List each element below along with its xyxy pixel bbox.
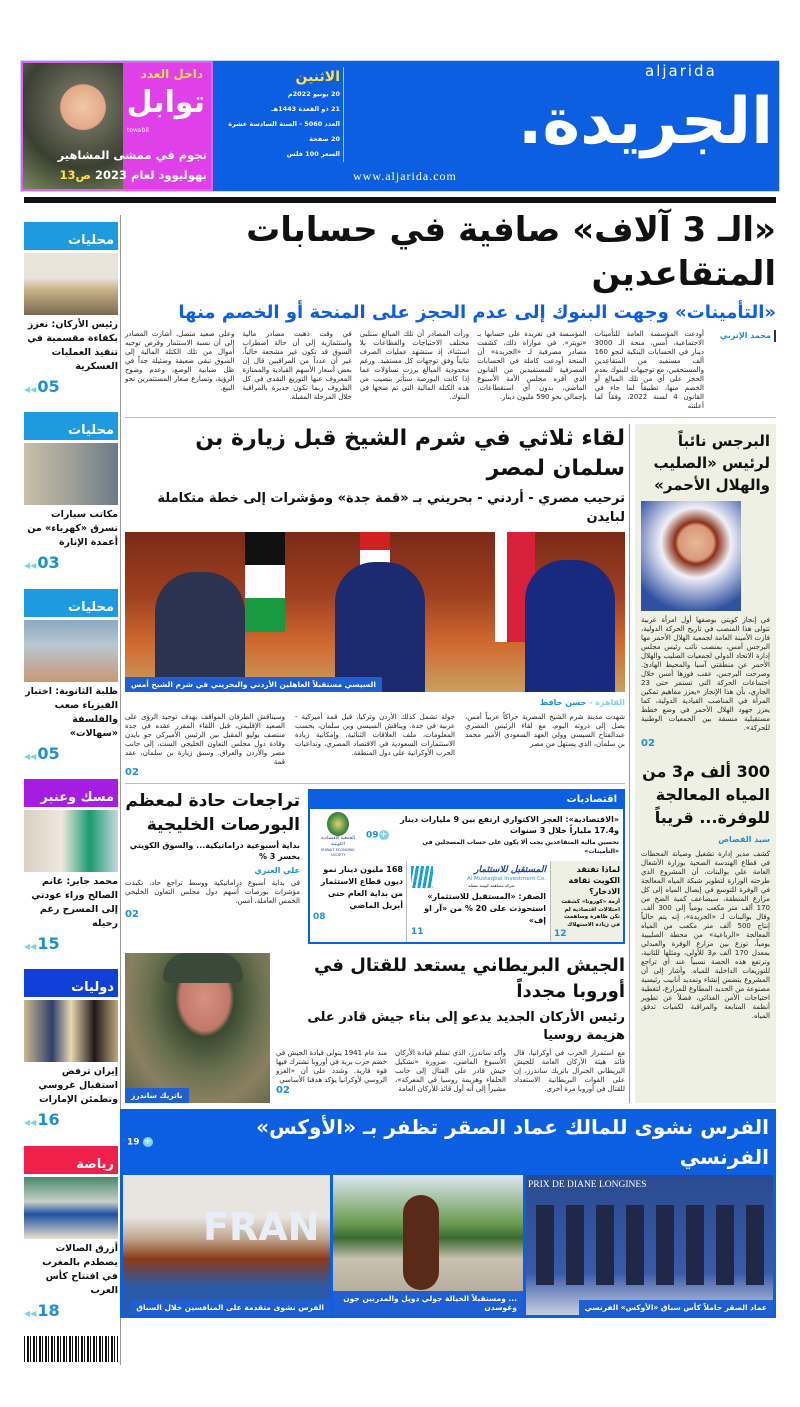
summit-byline: حسن حافظ: [539, 698, 587, 707]
army-column: مع استمرار الحرب في أوكرانيا، قال قائد هيئة الأركان العامة للجيش البريطاني الجنرال باتريك ساندرز، إن على القوات البريطانية الاستعداد للقتال في أوروبا مرة أخرى.: [514, 1049, 625, 1093]
sports-headline[interactable]: الفرس نشوى للمالك عماد الصقر تظفر بـ «الأوكس» الفرنسي: [256, 1115, 769, 1169]
sports-photo-caption: الفرس نشوى متقدمة على المنافسين خلال السباق: [130, 1300, 330, 1315]
economy-items: [310, 861, 623, 942]
sidebar-headline[interactable]: إيران ترفض استقبال غروسي وتطمئن الإمارات: [38, 1066, 118, 1106]
issue-day: الاثنين: [295, 69, 340, 85]
sidebar-headline[interactable]: طلبة الثانوية: اختبار الفيزياء صعب والفلسفة «سهالات»: [25, 685, 118, 739]
sports-photo-race: [123, 1175, 330, 1315]
summit-photo: [125, 532, 625, 692]
summit-column: وسيناقش الطرفان المواقف بهدف توحيد الرؤى على الصعيد الإقليمي، قبل اللقاء المقرر عقده في جدة منتصف يوليو المقبل بين الرئيس الأميركي جو بايدن وقادة دول مجلس التعاون الخليجي الست، إلى جانب مصر والأردن والعراق. وسبق زيارة بن سلمان، عقد قمة: [125, 713, 285, 766]
sidebar-photo-exam-hall: [24, 620, 118, 682]
economy-item-page: 11: [411, 927, 424, 937]
person-center: [335, 562, 425, 692]
sidebar-section-label[interactable]: دوليات: [24, 969, 118, 997]
sports-photos: [123, 1175, 773, 1315]
issue-number: العدد 5060 - السنة السادسة عشرة: [228, 120, 340, 128]
economy-top-sub: تحسين مالية المتقاعدين يجب ألا يكون على حساب المسجلين في «التأمينات»: [422, 839, 619, 855]
army-text: [276, 953, 625, 1103]
summit-dateline-city: القاهرة -: [589, 698, 625, 707]
sidebar-photo-futsal-team: [24, 1177, 118, 1239]
markets-story: [125, 789, 300, 920]
promo-supplement-name: توابل: [126, 85, 205, 120]
army-subheadline[interactable]: رئيس الأركان الجديد يدعو إلى بناء جيش قادر على هزيمة روسيا: [307, 1010, 625, 1043]
sidebar-photo-military-meeting: [24, 253, 118, 315]
water-body: كشف مدير إدارة تشغيل وصيانة المحطات في قطاع الهندسة الصحية بوزارة الأشغال العامة علي بوالبنات، أن المشروع الذي طرحته الوزارة لتطوير شبكة المياه المعالجة في الوفرة للتوسع في إيصال المياه إلى كل مزارع المنطقة، سيضاعف كمية الضخ من 170 ألف متر مكعب يومياً إلى 300 ألف. وقال بوالبنات لـ «الجريدة»، إنه يتم حالياً إنتاج 500 ألف متر مكعب من المياه المعالجة «الرباعية» من محطة الصليبية يومياً، توزع بين مزارع الوفرة والعبدلي بمعدل 170 ألف م3 للأولى، ومثلها للثانية، وترتفع هذه الحصة نسبياً عند أي تراجع للتوزيعات الداخلية للمياه. وأشار إلى أن المشروع يتضمن إنشاء وتمديد أنابيب رئيسية مصنوعة من الحديد المطاوع للمزارع، لتغطية احتياجات الأمن الغذائي، فضلاً عن تطوير أنظمة المتابعة والمراقبة لكميات تدفق المياه.: [641, 850, 771, 1020]
lead-column: في وقت ذهبت مصادر مالية واستثمارية إلى أن حالة اضطراب السوق قد تكون غير مشجعة حالياً، غير أن عدداً من المراقبين قال إن بعض أسعار الأسهم القيادية والممتازة المعروف عنها التوزيع النقدي في كل الظروف ربما تكون جديرة بالمراقبة خلال المرحلة المقبلة.: [242, 330, 352, 401]
summit-subheadline[interactable]: ترحيب مصري - أردني - بحريني بـ «قمة جدة» ومؤشرات إلى خطة متكاملة لبايدن: [157, 491, 625, 525]
army-column: وأكد ساندرز، الذي تسلم قيادة الأركان الأسبوع الماضي، ضرورة «تشكيل جيش قادر على القتال إلى جانب الحلفاء وهزيمة روسيا في المعركة»، مشيراً إلى أنه أول قائد للأركان العامة: [395, 1049, 506, 1093]
economy-top-page-num: 09: [366, 830, 379, 841]
army-story: [125, 953, 625, 1103]
lead-column: أودعت المؤسسة العامة للتأمينات الاجتماعية، أمس، منحة الـ 3000 دينار في الحسابات البنكية لنحو 160 ألف مستفيد من المتقاعدين والمستحقين، مع توجيهات للبنوك بعدم الحجز على أي من تلك المبالغ أو الخصم منها، تطبيقاً لما جاء في القانون 4 لسنة 2022، وفقاً لما أعلنته: [594, 330, 704, 410]
economy-item[interactable]: [551, 861, 623, 942]
markets-headline[interactable]: تراجعات حادة لمعظم البورصات الخليجية: [125, 791, 300, 835]
beret: [163, 953, 243, 983]
lead-subheadline[interactable]: «التأمينات» وجهت البنوك إلى عدم الحجز على المنحة أو الخصم منها: [178, 302, 776, 323]
sidebar-page-number[interactable]: ◀◀ 03: [24, 553, 118, 572]
mustaqbal-logo-text: [437, 864, 546, 889]
army-columns: [276, 1049, 625, 1096]
website[interactable]: www.aljarida.com: [353, 169, 457, 183]
main-content: [125, 208, 776, 1318]
water-headline[interactable]: 300 ألف م3 من المياه المعالجة للوفرة... قريباً: [642, 762, 770, 827]
flag-jordan: [245, 532, 285, 632]
issue-pages: 20 صفحة: [309, 135, 340, 143]
economy-society-logo: [314, 812, 362, 858]
sidebar-section: [24, 779, 118, 953]
lead-column: ورأت المصادر أن تلك المبالغ ستلبي مختلف الاحتياجات والقطاعات بلا استثناء، إذ ستشهد عمليات الصرف تبايناً وفق توجهات كل مستفيد. ورغم محدودية المبالغ برزت تساؤلات عما إذا كانت البورصة ستأثر بنصيب من هذه الكتلة المالية التي تم ضخها في البنوك.: [359, 330, 470, 401]
masthead: [20, 60, 780, 192]
economy-title[interactable]: اقتصاديات: [310, 791, 623, 809]
summit-headline[interactable]: لقاء ثلاثي في شرم الشيخ قبل زيارة بن سلمان لمصر: [195, 426, 625, 481]
summit-columns: [125, 713, 625, 778]
lead-story: [125, 208, 776, 411]
army-last-column: [276, 1049, 387, 1096]
summit-page-ref[interactable]: 02: [125, 767, 139, 778]
lead-byline: محمد الإتربي: [712, 330, 776, 342]
markets-page-ref[interactable]: 02: [125, 909, 139, 920]
middle-left: [125, 424, 630, 1103]
redcrescent-headline[interactable]: البرجس نائباً لرئيس «الصليب والهلال الأحمر»: [653, 432, 770, 494]
sports-photo-paddock: [333, 1175, 523, 1315]
water-byline: سيد القصاص: [718, 835, 770, 844]
redcrescent-page-ref[interactable]: 02: [641, 738, 655, 749]
army-column: منذ عام 1941 يتولى قيادة الجيش في خضم حرب برية في أوروبا تشترك فيها قوة قارية. وشدد على أن «الغزو الروسي لأوكرانيا يؤكد هدفنا الأساسي: [276, 1049, 387, 1084]
winners-group: [536, 1205, 766, 1285]
economy-item-headline: لماذا تفتقد الكويت ثقافة الادخار؟: [568, 865, 620, 896]
horse: [403, 1195, 439, 1290]
sidebar-section-label[interactable]: محليات: [24, 222, 118, 250]
sidebar-page-number[interactable]: ◀◀ 16: [24, 1110, 118, 1129]
economy-item-page: 12: [554, 929, 567, 939]
sidebar-headline[interactable]: رئيس الأركان: نعزز بكفاءة مقسمية في تنفيذ العمليات العسكرية: [27, 319, 118, 372]
markets-body: في بداية أسبوع دراماتيكية ووسط تراجع حاد، تكبدت مؤشرات بورصات أسهم دول مجلس التعاون الخليجي الخمس العاملة، أمس،: [125, 879, 300, 905]
economy-item[interactable]: [406, 861, 551, 942]
mustaqbal-logo-ar: المستقبل للاستثمار: [474, 865, 546, 875]
economy-item[interactable]: [310, 861, 406, 942]
lead-column: وعلى صعيد متصل، أشارت المصادر إلى أن نسبة الاستثمار وفرص توجيه أموال من تلك الكتلة المالية إلى السوق تبقى ضعيفة وضئيلة جداً في ظل ضبابية الوضع، وعدم وضوح الرؤية، وتسارع صغار المستثمرين نحو البيع.: [124, 330, 235, 392]
logo-ar: الجريدة.: [518, 85, 773, 159]
sidebar-section: [24, 412, 118, 572]
masthead-blue: [213, 61, 779, 191]
army-headline[interactable]: الجيش البريطاني يستعد للقتال في أوروبا مجدداً: [313, 955, 625, 1002]
person-right: [525, 560, 615, 692]
promo-headline-2-text: بهوليوود لعام 2023: [95, 168, 207, 182]
economy-top[interactable]: [310, 809, 623, 861]
sidebar-section-label[interactable]: مسك وعنبر: [24, 779, 118, 807]
society-name: الجمعية الاقتصادية الكويتية: [321, 836, 355, 847]
sports-header: [123, 1112, 773, 1172]
summit-dateline: [125, 697, 625, 708]
promo-headline-2: [60, 167, 208, 183]
sidebar-photo-actors: [24, 810, 118, 872]
markets-subheadline[interactable]: بداية أسبوعية دراماتيكية... والسوق الكويتي يخسر 3 %: [129, 841, 300, 861]
economy-item-page: 08: [313, 912, 326, 922]
sports-photo-trophy: [526, 1175, 773, 1315]
issue-price: السعر 100 فلس: [286, 150, 340, 158]
sports-banner: [120, 1109, 776, 1318]
sidebar-section: [24, 1146, 118, 1320]
economy-item-sub: أزمة «كورونا» كشفت اختلالات اقتصادية لم تكن ظاهرة وساهمت في زيادة الاستهلاك: [561, 899, 620, 928]
summit-column: جولة تشمل كذلك الأردن وتركيا، قبل قمة أميركية - عربية في جدة. ويناقش السيسي وبن سلمان، بحسب المعلومات، ملف العلاقات الثنائية، وإمكانية زيادة الاستثمارات السعودية في الاقتصاد المصري، وتداعيات الحرب الأوكرانية على دول المنطقة.: [295, 713, 455, 757]
sports-photo-caption: ... ومستقبلاً الخيالة جولي دويل والمدربين جون وغوسدن: [333, 1291, 523, 1315]
sidebar-section: [24, 969, 118, 1129]
sidebar-page-number[interactable]: ◀◀ 18: [24, 1301, 118, 1320]
masthead-rule: [24, 197, 776, 203]
sidebar-headline[interactable]: أزرق الصالات يصطدم بالمغرب في افتتاح كأس العرب: [42, 1242, 118, 1296]
summit-last-column: [125, 713, 285, 778]
mustaqbal-logo: [411, 864, 546, 889]
lead-rule: [125, 417, 776, 418]
lead-column: المؤسسة في تغريدة على حسابها بـ «تويتر». في موازاة ذلك، كشفت مصادر مصرفية لـ «الجريدة» أن المنحة أودعت كاملة في الحسابات المصرفية للمستفيدين من القانون الذي أقره مجلس الأمة الأسبوع الماضي، بدون أي استقطاعات، بإجمالي نحو 590 مليون دينار.: [477, 330, 587, 401]
mustaqbal-logo-en: Al Mustaqbal Investment Co.: [466, 876, 546, 882]
plus-icon: +: [143, 1136, 152, 1147]
logo-en: aljarida: [645, 62, 717, 80]
promo-inside-label: داخل العدد: [140, 67, 203, 81]
issue-date-gregorian: 20 يونيو 2022م: [287, 90, 340, 98]
promo-page: ص13: [59, 168, 91, 182]
sidebar-page-number[interactable]: ◀◀ 05: [24, 744, 118, 763]
middle-row: [125, 424, 776, 1103]
economy-box: [308, 789, 625, 944]
sports-page-number: 19: [127, 1137, 140, 1148]
redcrescent-photo: [641, 501, 741, 611]
sidebar-page-number[interactable]: ◀◀ 05: [24, 377, 118, 396]
markets-row: [125, 789, 625, 944]
sidebar-headline[interactable]: محمد جابر: غانم الصالح وراء عودتي إلى المسرح رغم رحيله: [31, 875, 118, 929]
army-photo-caption: باتريك ساندرز: [125, 1088, 189, 1103]
army-photo-sanders: [125, 953, 270, 1103]
promo-supplement-en: towabil: [127, 127, 149, 134]
markets-byline: علي العنزي: [254, 866, 300, 875]
promo-box[interactable]: [21, 61, 213, 191]
promo-headline-1: نجوم في ممشى المشاهير: [57, 148, 207, 162]
lead-columns: [125, 330, 776, 411]
sidebar-section-label[interactable]: محليات: [24, 589, 118, 617]
economy-top-page[interactable]: [366, 830, 389, 841]
redcrescent-body: في إنجاز كويتي بوصفها أول امرأة عربية تتولى هذا المنصب في تاريخ الحركة الدولية، فازت الأمينة العامة لجمعية الهلال الأحمر مها البرجس أمس، بمنصب نائب رئيس مجلس إدارة الاتحاد الدولي لجمعيات الصليب والهلال الأحمر عن منطقتي آسيا والمحيط الهادئ. وصرحت البرجس، عقب فوزها أمس خلال اجتماعات الحركة التي تستمر حتى 23 الجاري، بأن هذا الإنجاز «يعزز مفاهيم تمكين المرأة في المناصب القيادية الدولية، كما يعزز جهود الهلال الأحمر في وضع خطط مستقبلية منسقة بين الجمعيات الوطنية للحركة».: [641, 616, 770, 732]
sports-photo-caption: عماد الصقر حاملاً كأس سباق «الأوكس» الفرنسي: [579, 1300, 773, 1315]
markets-divider: [125, 783, 625, 784]
sidebar-headline[interactable]: مكاتب سيارات تسرق «كهرباء» من أعمدة الإنارة: [27, 509, 118, 549]
sports-page-ref[interactable]: [127, 1137, 153, 1148]
plus-icon: +: [379, 829, 388, 840]
army-page-ref[interactable]: 02: [276, 1085, 290, 1096]
economy-item-headline: الصقر: «المستقبل للاستثمار» استحوذت على 20 % من «آر او إف»: [424, 892, 546, 925]
summit-photo-caption: السيسي مستقبلاً العاهلين الأردني والبحريني في شرم الشيخ أمس: [125, 677, 382, 692]
lead-headline[interactable]: «الـ 3 آلاف» صافية في حسابات المتقاعدين: [246, 210, 776, 294]
economy-top-headline: «الاقتصادية»: العجز الاكتواري ارتفع بين 9 مليارات دينار و17.4 ملياراً خلال 3 سنوات: [400, 815, 619, 835]
sidebar-section: [24, 589, 118, 763]
right-column: [635, 424, 776, 1103]
economy-item-headline: 168 مليون دينار نمو ديون قطاع الاستثمار من بداية العام حتى أبريل الماضي: [320, 865, 403, 910]
sidebar-page-number[interactable]: ◀◀ 15: [24, 934, 118, 953]
summit-column: شهدت مدينة شرم الشيخ المصرية حراكاً عربياً أمس، يصل إلى ذروته اليوم، مع لقاء الرئيس المصري عبدالفتاح السيسي وولي العهد السعودي الأمير محمد بن سلمان، الذي يستهل من مصر: [465, 713, 625, 748]
mustaqbal-logo-sub: شركة مساهمة كويتية مقفلة: [468, 883, 515, 888]
society-emblem-icon: [327, 812, 349, 836]
economy-top-text: [393, 814, 619, 856]
sidebar: [24, 222, 118, 1362]
barcode: [24, 1336, 118, 1362]
mustaqbal-logo-mark-icon: [411, 866, 433, 888]
sidebar-section-label[interactable]: محليات: [24, 412, 118, 440]
person-left: [155, 572, 245, 692]
sidebar-photo-cars: [24, 443, 118, 505]
race-backdrop-text: FRAN: [203, 1205, 320, 1249]
issue-info: [219, 67, 344, 162]
trophy-backdrop-text: PRIX DE DIANE LONGINES: [528, 1180, 647, 1190]
sidebar-section: [24, 222, 118, 396]
issue-date-hijri: 21 ذو القعدة 1443هـ: [271, 105, 340, 113]
sidebar-section-label[interactable]: رياضة: [24, 1146, 118, 1174]
society-name-en: KUWAIT ECONOMIC SOCIETY: [321, 848, 355, 857]
sidebar-photo-iran-meeting: [24, 1000, 118, 1062]
